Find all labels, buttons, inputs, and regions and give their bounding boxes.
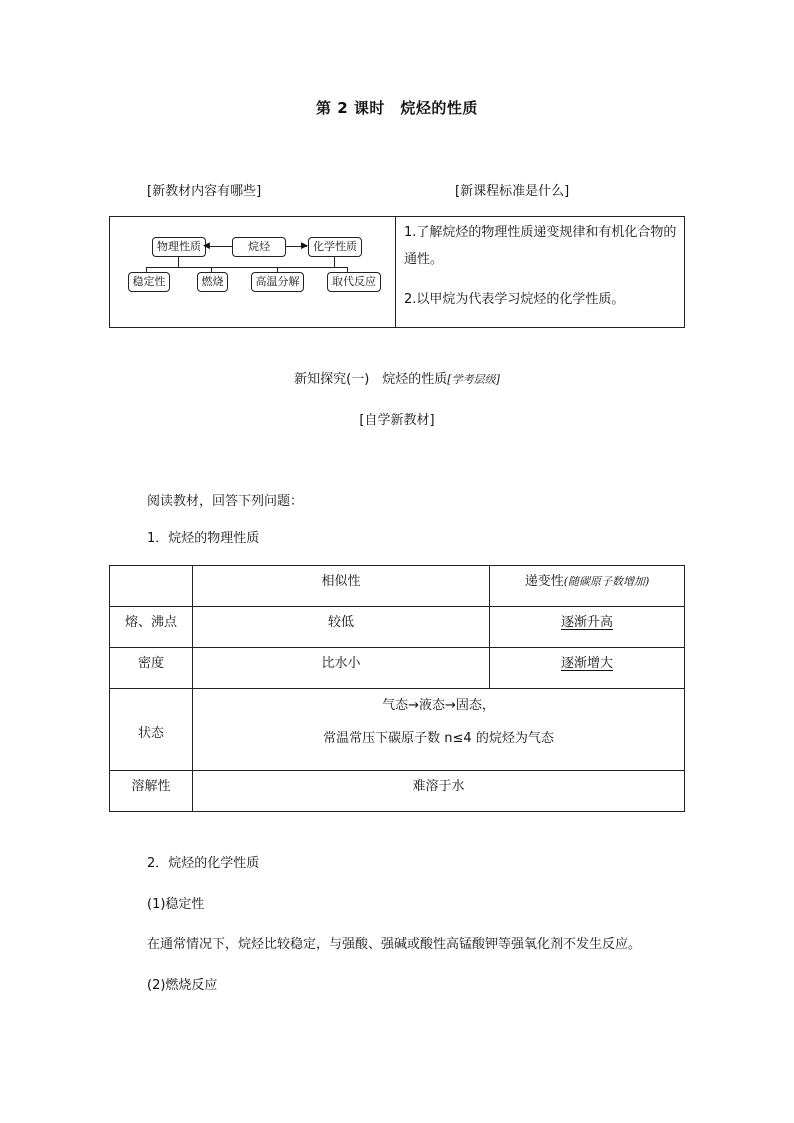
intro-left-header: [新教材内容有哪些] xyxy=(147,184,262,199)
chemical-item-1-text: 在通常情况下，烷烃比较稳定，与强酸、强碱或酸性高锰酸钾等强氧化剂不发生反应。 xyxy=(147,937,642,952)
physical-heading: 1．烷烃的物理性质 xyxy=(147,531,260,546)
section-title xyxy=(0,368,794,387)
table-row xyxy=(110,648,685,689)
row-trend xyxy=(490,648,685,689)
row-trend-value: 逐渐增大 xyxy=(560,656,613,671)
connector xyxy=(334,256,335,267)
row-solubility-value: 难溶于水 xyxy=(193,771,685,812)
diagram-chemical: 化学性质 xyxy=(308,237,362,257)
state-line-2: 常温常压下碳原子数 n≤4 的烷烃为气态 xyxy=(323,731,554,746)
reading-prompt: 阅读教材，回答下列问题： xyxy=(147,494,304,509)
row-state-value xyxy=(193,689,685,771)
chemical-heading: 2．烷烃的化学性质 xyxy=(147,856,260,871)
row-name: 状态 xyxy=(110,689,193,771)
arrow-right-icon: ▶ xyxy=(301,241,308,251)
diagram-substitution: 取代反应 xyxy=(327,272,381,292)
section-subtitle: [自学新教材] xyxy=(359,413,435,428)
state-line-1: 气态→液态→固态， xyxy=(382,698,495,713)
row-trend-value: 逐渐升高 xyxy=(560,615,613,630)
intro-right-header: [新课程标准是什么] xyxy=(455,184,570,199)
standards-list xyxy=(404,219,682,313)
diagram-stability: 稳定性 xyxy=(128,272,170,292)
section-level: [学考层级] xyxy=(447,373,500,386)
diagram-decomposition: 高温分解 xyxy=(251,272,304,292)
diagram-center: 烷烃 xyxy=(232,237,286,257)
page-title: 第 2 课时 烷烃的性质 xyxy=(316,99,478,117)
diagram-physical: 物理性质 xyxy=(152,237,206,257)
table-header-row xyxy=(110,566,685,607)
row-similar: 比水小 xyxy=(193,648,490,689)
diagram-combustion: 燃烧 xyxy=(197,272,228,292)
table-header-cell xyxy=(110,566,193,607)
table-header-similar: 相似性 xyxy=(193,566,490,607)
connector xyxy=(146,267,347,268)
chemical-item-2: (2)燃烧反应 xyxy=(147,978,218,993)
trend-note: (随碳原子数增加) xyxy=(563,575,650,588)
row-name: 溶解性 xyxy=(110,771,193,812)
chemical-item-1: (1)稳定性 xyxy=(147,897,205,912)
row-trend xyxy=(490,607,685,648)
box-divider xyxy=(395,217,396,327)
physical-properties-table xyxy=(109,565,685,812)
table-row xyxy=(110,771,685,812)
trend-label: 递变性 xyxy=(524,574,564,589)
connector xyxy=(178,256,179,267)
row-name: 密度 xyxy=(110,648,193,689)
row-similar: 较低 xyxy=(193,607,490,648)
table-row xyxy=(110,607,685,648)
row-name: 熔、沸点 xyxy=(110,607,193,648)
table-row xyxy=(110,689,685,771)
standard-item: 1.了解烷烃的物理性质递变规律和有机化合物的通性。 xyxy=(404,225,677,267)
table-header-trend xyxy=(490,566,685,607)
section-title-text: 新知探究(一) 烷烃的性质 xyxy=(294,372,448,387)
standard-item: 2.以甲烷为代表学习烷烃的化学性质。 xyxy=(404,292,625,307)
arrow-left-icon: ◀ xyxy=(203,241,210,251)
intro-box xyxy=(109,216,685,328)
